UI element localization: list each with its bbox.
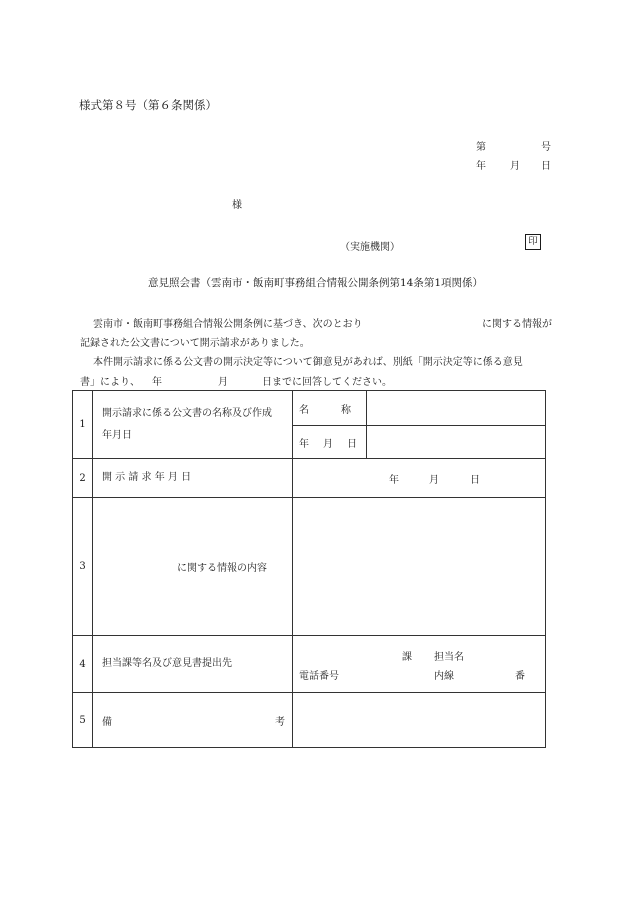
date-day-label: 日 <box>541 161 551 172</box>
doc-number-suffix: 号 <box>541 142 551 153</box>
form-number: 様式第８号（第６条関係） <box>79 98 217 112</box>
contact-phone-label: 電話番号 <box>299 671 339 682</box>
table-row-5 <box>73 693 546 748</box>
info-content-value[interactable] <box>293 498 546 636</box>
document-name-label-line2: 年月日 <box>102 429 132 441</box>
body-para1-part3: 記録された公文書について開示請求がありました。 <box>80 338 310 349</box>
addressee-suffix: 様 <box>232 200 242 211</box>
inquiry-form-table <box>72 390 546 748</box>
row-number-2: 2 <box>73 459 93 498</box>
info-content-label: に関する情報の内容 <box>177 563 267 574</box>
document-title: 意見照会書（雲南市・飯南町事務組合情報公開条例第14条第1項関係） <box>148 277 484 289</box>
date-month-label: 月 <box>510 161 520 172</box>
body-para1-part1: 雲南市・飯南町事務組合情報公開条例に基づき、次のとおり <box>93 319 363 330</box>
remarks-value[interactable] <box>293 693 546 748</box>
name-label-a: 名 <box>299 404 309 416</box>
remarks-label-b: 考 <box>275 716 285 728</box>
contact-person-label: 担当名 <box>434 652 464 663</box>
table-row-2 <box>73 459 546 498</box>
created-date-year: 年 <box>299 438 309 450</box>
created-date-month: 月 <box>323 438 333 450</box>
deadline-month-label: 月 <box>218 377 228 388</box>
body-para1-part2: に関する情報が <box>482 319 552 330</box>
document-name-label <box>93 391 293 459</box>
row-number-3: 3 <box>73 498 93 636</box>
table-row-4 <box>73 636 546 693</box>
request-date-value[interactable] <box>293 459 546 498</box>
request-date-year: 年 <box>389 475 399 486</box>
contact-extension-label: 内線 <box>434 671 454 682</box>
name-value-cell[interactable] <box>367 391 546 426</box>
created-date-value-cell[interactable] <box>367 426 546 459</box>
info-content-label-cell <box>93 498 293 636</box>
body-para2-part2: 書」により、 <box>80 377 140 388</box>
seal-mark: 印 <box>525 234 541 250</box>
created-date-label-cell <box>293 426 367 459</box>
contact-value[interactable] <box>293 636 546 693</box>
row-number-5: 5 <box>73 693 93 748</box>
contact-section-suffix: 課 <box>402 652 412 663</box>
remarks-label-a: 備 <box>102 716 112 728</box>
document-name-label-line1: 開示請求に係る公文書の名称及び作成 <box>102 407 272 419</box>
deadline-day-text: 日までに回答してください。 <box>262 377 392 388</box>
remarks-label-cell <box>93 693 293 748</box>
doc-number-label: 第 <box>476 142 486 153</box>
created-date-day: 日 <box>347 438 357 450</box>
row-number-4: 4 <box>73 636 93 693</box>
deadline-year-label: 年 <box>152 377 162 388</box>
agency-label: （実施機関） <box>340 242 400 253</box>
contact-number-suffix: 番 <box>515 671 525 682</box>
request-date-label: 開 示 請 求 年 月 日 <box>93 459 293 498</box>
date-year-label: 年 <box>476 161 486 172</box>
request-date-month: 月 <box>429 475 439 486</box>
name-label-cell <box>293 391 367 426</box>
row-number-1: 1 <box>73 391 93 459</box>
name-label-b: 称 <box>341 404 351 416</box>
request-date-day: 日 <box>470 475 480 486</box>
body-para2-part1: 本件開示請求に係る公文書の開示決定等について御意見があれば、別紙「開示決定等に係る意見 <box>93 357 523 368</box>
contact-label: 担当課等名及び意見書提出先 <box>93 636 293 693</box>
table-row-1 <box>73 391 546 426</box>
table-row-3 <box>73 498 546 636</box>
